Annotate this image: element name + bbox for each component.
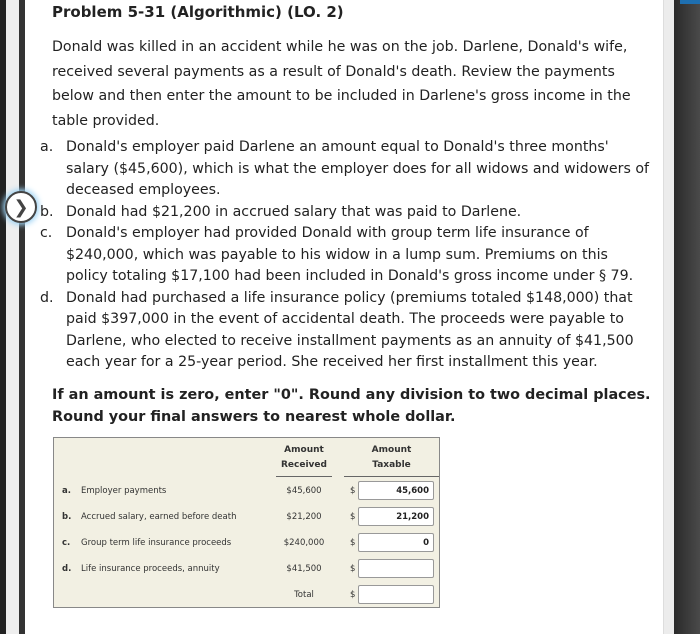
table-row: b. Accrued salary, earned before death $21,200 $ 21,200 (54, 507, 439, 527)
taxable-input-b[interactable] (358, 507, 434, 526)
answer-table (53, 437, 440, 608)
window-edge (19, 0, 25, 634)
payment-list (40, 137, 650, 374)
chevron-right-icon[interactable]: ❯ (5, 191, 37, 223)
table-row: c. Group term life insurance proceeds $240,000 $ 0 (54, 533, 439, 553)
taxable-input-c[interactable] (358, 533, 434, 552)
taxable-input-d[interactable] (358, 559, 434, 578)
list-item: b. Donald had $21,200 in accrued salary that was paid to Darlene. (40, 203, 522, 220)
taxable-input-a[interactable] (358, 481, 434, 500)
problem-title: Problem 5-31 (Algorithmic) (LO. 2) (52, 3, 344, 21)
list-item: c. Donald's employer had provided Donald with group term life insurance of $240,000, which was payable to his widow in a lump sum. Premiums on this policy totaling $17,100 had been included in Donald's gross income under § 79. (40, 225, 634, 284)
total-taxable-input[interactable] (358, 585, 434, 604)
window-edge (6, 0, 19, 634)
table-row: d. Life insurance proceeds, annuity $41,500 $ (54, 559, 439, 579)
list-item: a. Donald's employer paid Darlene an amount equal to Donald's three months' salary ($45,600), which is what the employer does for all widows and widowers of deceased employees. (40, 139, 650, 198)
header-amount-taxable: Amount Taxable (344, 443, 439, 477)
header-amount-received: Amount Received (276, 443, 332, 477)
window-edge (674, 0, 700, 634)
instructions: If an amount is zero, enter "0". Round any division to two decimal places. Round your final answers to nearest whole dollar. (52, 387, 651, 425)
problem-intro: Donald was killed in an accident while he was on the job. Darlene, Donald's wife, received several payments as a result of Donald's death. Review the payments below and then enter the amount to be included in Darlene's gross income in the table provided. (52, 39, 631, 129)
list-item: d. Donald had purchased a life insurance policy (premiums totaled $148,000) that paid $397,000 in the event of accidental death. The proceeds were payable to Darlene, who elected to receive installment payments as an annuity of $41,500 each year for a 25-year period. She received her first installment this year. (40, 289, 634, 370)
table-row: a. Employer payments $45,600 $ 45,600 (54, 481, 439, 501)
total-row: Total $ (54, 585, 439, 605)
